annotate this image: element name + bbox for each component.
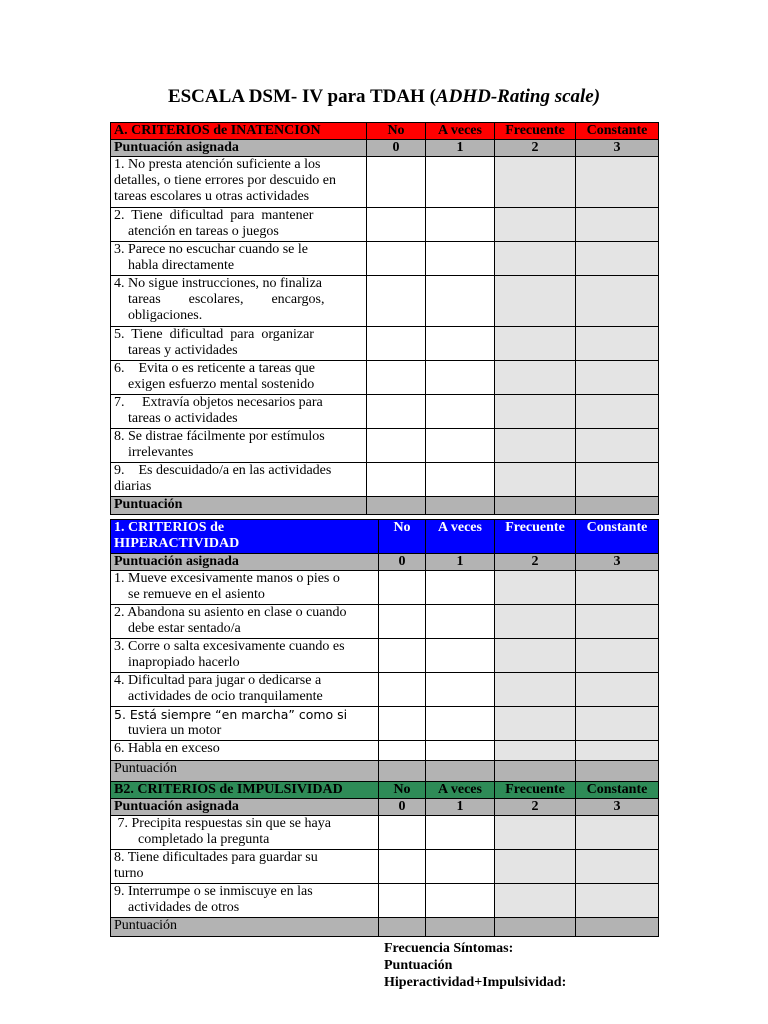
table-row <box>111 242 659 276</box>
item-text: 2. Abandona su asiento en clase o cuando debe estar sentado/a <box>111 605 379 639</box>
total-label: Puntuación <box>111 497 367 515</box>
score-0: 0 <box>367 140 426 157</box>
answer-cell-constante[interactable] <box>576 639 659 673</box>
answer-cell-frecuente[interactable] <box>495 639 576 673</box>
item-text: 6. Habla en exceso <box>111 741 379 761</box>
item-text: 8. Tiene dificultades para guardar su turno <box>111 850 379 884</box>
answer-cell-no[interactable] <box>367 429 426 463</box>
score-2: 2 <box>495 799 576 816</box>
answer-cell-frecuente[interactable] <box>495 884 576 918</box>
answer-cell-a-veces[interactable] <box>426 741 495 761</box>
score-2: 2 <box>495 140 576 157</box>
answer-cell-a-veces[interactable] <box>426 605 495 639</box>
answer-cell-a-veces[interactable] <box>426 816 495 850</box>
answer-cell-a-veces[interactable] <box>426 327 495 361</box>
answer-cell-no[interactable] <box>367 208 426 242</box>
answer-cell-a-veces[interactable] <box>426 361 495 395</box>
answer-cell-frecuente[interactable] <box>495 276 576 327</box>
table-row <box>111 276 659 327</box>
answer-cell-constante[interactable] <box>576 605 659 639</box>
answer-cell-no[interactable] <box>379 673 426 707</box>
answer-cell-constante[interactable] <box>576 208 659 242</box>
answer-cell-no[interactable] <box>367 242 426 276</box>
item-text: 3. Parece no escuchar cuando se le habla directamente <box>111 242 367 276</box>
answer-cell-constante[interactable] <box>576 816 659 850</box>
total-cell[interactable] <box>426 497 495 515</box>
col-frecuente: Frecuente <box>495 782 576 799</box>
total-cell[interactable] <box>576 761 659 782</box>
item-text: 5. Tiene dificultad para organizar tareas y actividades <box>111 327 367 361</box>
total-cell[interactable] <box>495 918 576 937</box>
answer-cell-no[interactable] <box>367 157 426 208</box>
answer-cell-no[interactable] <box>367 361 426 395</box>
total-cell[interactable] <box>495 761 576 782</box>
item-text: 3. Corre o salta excesivamente cuando es inapropiado hacerlo <box>111 639 379 673</box>
answer-cell-constante[interactable] <box>576 850 659 884</box>
answer-cell-constante[interactable] <box>576 673 659 707</box>
answer-cell-frecuente[interactable] <box>495 605 576 639</box>
answer-cell-a-veces[interactable] <box>426 395 495 429</box>
answer-cell-a-veces[interactable] <box>426 571 495 605</box>
table-row <box>111 741 659 761</box>
score-1: 1 <box>426 554 495 571</box>
answer-cell-no[interactable] <box>379 605 426 639</box>
answer-cell-constante[interactable] <box>576 395 659 429</box>
score-0: 0 <box>379 799 426 816</box>
col-a-veces: A veces <box>426 782 495 799</box>
total-cell[interactable] <box>367 497 426 515</box>
item-text: 1. No presta atención suficiente a los detalles, o tiene errores por descuido en tareas escolares u otras actividades <box>111 157 367 208</box>
answer-cell-a-veces[interactable] <box>426 639 495 673</box>
total-cell[interactable] <box>379 918 426 937</box>
answer-cell-a-veces[interactable] <box>426 242 495 276</box>
answer-cell-no[interactable] <box>379 884 426 918</box>
answer-cell-frecuente[interactable] <box>495 429 576 463</box>
item-text: 4. Dificultad para jugar o dedicarse a actividades de ocio tranquilamente <box>111 673 379 707</box>
table-row <box>111 673 659 707</box>
answer-cell-a-veces[interactable] <box>426 884 495 918</box>
score-0: 0 <box>379 554 426 571</box>
answer-cell-no[interactable] <box>367 463 426 497</box>
col-frecuente: Frecuente <box>495 520 576 554</box>
answer-cell-a-veces[interactable] <box>426 673 495 707</box>
answer-cell-a-veces[interactable] <box>426 850 495 884</box>
answer-cell-a-veces[interactable] <box>426 463 495 497</box>
score-1: 1 <box>426 140 495 157</box>
answer-cell-frecuente[interactable] <box>495 673 576 707</box>
col-constante: Constante <box>576 782 659 799</box>
col-constante: Constante <box>576 520 659 554</box>
score-label: Puntuación asignada <box>111 140 367 157</box>
table-row <box>111 395 659 429</box>
answer-cell-no[interactable] <box>379 816 426 850</box>
impulsivity-header: B2. CRITERIOS de IMPULSIVIDAD <box>111 782 379 799</box>
answer-cell-frecuente[interactable] <box>495 571 576 605</box>
answer-cell-frecuente[interactable] <box>495 361 576 395</box>
page-title: ESCALA DSM- IV para TDAH (ADHD-Rating scale) <box>167 86 601 107</box>
col-a-veces: A veces <box>426 123 495 140</box>
item-text: 9. Es descuidado/a en las actividades diarias <box>111 463 367 497</box>
inattention-table <box>110 122 659 515</box>
item-text: 9. Interrumpe o se inmiscuye en las actividades de otros <box>111 884 379 918</box>
answer-cell-no[interactable] <box>379 741 426 761</box>
total-cell[interactable] <box>379 761 426 782</box>
answer-cell-constante[interactable] <box>576 463 659 497</box>
answer-cell-frecuente[interactable] <box>495 208 576 242</box>
answer-cell-constante[interactable] <box>576 242 659 276</box>
total-label: Puntuación <box>111 918 379 937</box>
table-row <box>111 327 659 361</box>
score-2: 2 <box>495 554 576 571</box>
col-a-veces: A veces <box>426 520 495 554</box>
table-row <box>111 429 659 463</box>
score-3: 3 <box>576 799 659 816</box>
col-constante: Constante <box>576 123 659 140</box>
col-no: No <box>367 123 426 140</box>
score-label: Puntuación asignada <box>111 554 379 571</box>
col-no: No <box>379 782 426 799</box>
hyperactivity-impulsivity-label: Hiperactividad+Impulsividad: <box>384 975 567 990</box>
answer-cell-no[interactable] <box>379 850 426 884</box>
answer-cell-a-veces[interactable] <box>426 276 495 327</box>
answer-cell-a-veces[interactable] <box>426 707 495 741</box>
item-text: 8. Se distrae fácilmente por estímulos irrelevantes <box>111 429 367 463</box>
answer-cell-frecuente[interactable] <box>495 395 576 429</box>
item-text: 5. Está siempre “en marcha” como si tuviera un motor <box>111 707 379 741</box>
total-cell[interactable] <box>576 918 659 937</box>
item-text: 7. Precipita respuestas sin que se haya completado la pregunta <box>111 816 379 850</box>
table-row <box>111 157 659 208</box>
item-text: 6. Evita o es reticente a tareas que exigen esfuerzo mental sostenido <box>111 361 367 395</box>
total-cell[interactable] <box>495 497 576 515</box>
answer-cell-frecuente[interactable] <box>495 850 576 884</box>
answer-cell-no[interactable] <box>379 571 426 605</box>
col-no: No <box>379 520 426 554</box>
summary-footer <box>384 940 566 991</box>
answer-cell-constante[interactable] <box>576 361 659 395</box>
answer-cell-constante[interactable] <box>576 429 659 463</box>
answer-cell-no[interactable] <box>367 276 426 327</box>
total-cell[interactable] <box>426 918 495 937</box>
inattention-header: A. CRITERIOS de INATENCION <box>111 123 367 140</box>
answer-cell-no[interactable] <box>379 707 426 741</box>
table-row <box>111 884 659 918</box>
answer-cell-frecuente[interactable] <box>495 327 576 361</box>
answer-cell-a-veces[interactable] <box>426 157 495 208</box>
col-frecuente: Frecuente <box>495 123 576 140</box>
table-row <box>111 605 659 639</box>
total-label: Puntuación <box>111 761 379 782</box>
answer-cell-frecuente[interactable] <box>495 707 576 741</box>
answer-cell-constante[interactable] <box>576 157 659 208</box>
total-cell[interactable] <box>426 761 495 782</box>
answer-cell-no[interactable] <box>367 327 426 361</box>
item-text: 7. Extravía objetos necesarios para tareas o actividades <box>111 395 367 429</box>
answer-cell-a-veces[interactable] <box>426 429 495 463</box>
score-1: 1 <box>426 799 495 816</box>
answer-cell-constante[interactable] <box>576 276 659 327</box>
score-label: Puntuación asignada <box>111 799 379 816</box>
answer-cell-no[interactable] <box>367 395 426 429</box>
answer-cell-constante[interactable] <box>576 707 659 741</box>
answer-cell-frecuente[interactable] <box>495 816 576 850</box>
hyperactivity-header: 1. CRITERIOS de HIPERACTIVIDAD <box>111 520 379 554</box>
item-text: 2. Tiene dificultad para mantener atención en tareas o juegos <box>111 208 367 242</box>
table-row <box>111 463 659 497</box>
table-row <box>111 361 659 395</box>
answer-cell-frecuente[interactable] <box>495 157 576 208</box>
total-cell[interactable] <box>576 497 659 515</box>
table-row <box>111 850 659 884</box>
score-3: 3 <box>576 140 659 157</box>
hyperactivity-table <box>110 519 659 782</box>
answer-cell-no[interactable] <box>379 639 426 673</box>
answer-cell-a-veces[interactable] <box>426 208 495 242</box>
answer-cell-frecuente[interactable] <box>495 741 576 761</box>
answer-cell-constante[interactable] <box>576 571 659 605</box>
item-text: 1. Mueve excesivamente manos o pies o se remueve en el asiento <box>111 571 379 605</box>
score-sum-label: Puntuación <box>384 958 453 973</box>
answer-cell-frecuente[interactable] <box>495 463 576 497</box>
table-row <box>111 208 659 242</box>
table-row <box>111 816 659 850</box>
answer-cell-frecuente[interactable] <box>495 242 576 276</box>
answer-cell-constante[interactable] <box>576 327 659 361</box>
table-row <box>111 571 659 605</box>
score-3: 3 <box>576 554 659 571</box>
table-row <box>111 639 659 673</box>
table-row <box>111 707 659 741</box>
impulsivity-table <box>110 781 659 937</box>
answer-cell-constante[interactable] <box>576 884 659 918</box>
item-text: 4. No sigue instrucciones, no finaliza tareas escolares, encargos,obligaciones. <box>111 276 367 327</box>
answer-cell-constante[interactable] <box>576 741 659 761</box>
frequency-label: Frecuencia Síntomas: <box>384 941 514 956</box>
